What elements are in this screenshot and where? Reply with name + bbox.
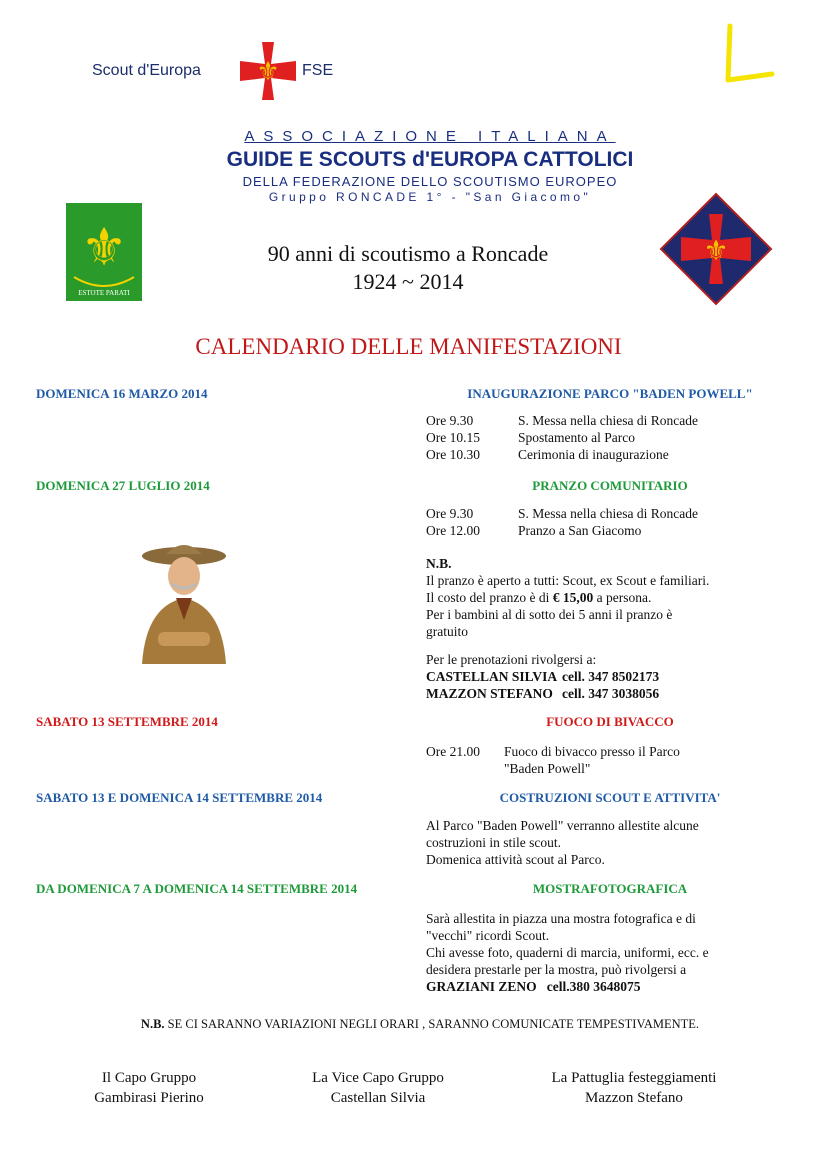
event-title: COSTRUZIONI SCOUT E ATTIVITA' xyxy=(499,790,721,805)
contact-phone: cell. 347 8502173 xyxy=(562,669,660,684)
association-line: ASSOCIAZIONE ITALIANA xyxy=(244,128,616,145)
logo-text: Scout d'Europa xyxy=(92,62,201,79)
description-line: Chi avesse foto, quaderni di marcia, uniformi, ecc. e xyxy=(426,945,709,960)
schedule-row xyxy=(426,429,698,446)
anniversary-years: 1924 ~ 2014 xyxy=(352,269,464,294)
svg-text:⚜: ⚜ xyxy=(80,218,128,278)
event-schedule xyxy=(426,743,680,777)
nb-text: a persona. xyxy=(596,590,652,605)
signature-name: Castellan Silvia xyxy=(330,1090,426,1106)
price: € 15,00 xyxy=(552,590,594,605)
anniversary-title-text: 90 anni di scoutismo a Roncade xyxy=(267,241,549,266)
schedule-time xyxy=(426,760,504,777)
baden-powell-portrait xyxy=(136,536,232,664)
marker-l-icon xyxy=(722,22,776,88)
contact-phone: cell. 347 3038056 xyxy=(562,686,660,701)
schedule-time: Ore 9.30 xyxy=(426,413,474,428)
description-line: "vecchi" ricordi Scout. xyxy=(426,928,550,943)
schedule-desc: Cerimonia di inaugurazione xyxy=(518,447,669,462)
description-line: Domenica attività scout al Parco. xyxy=(426,852,605,867)
contact-name: CASTELLAN SILVIA xyxy=(426,669,558,684)
schedule-desc: Fuoco di bivacco presso il Parco xyxy=(504,744,680,759)
event-schedule xyxy=(426,505,698,539)
signature-block xyxy=(64,1068,234,1108)
federation-line: DELLA FEDERAZIONE DELLO SCOUTISMO EUROPEO xyxy=(242,174,618,189)
schedule-row xyxy=(426,505,698,522)
signature-block xyxy=(516,1068,752,1108)
footer-note xyxy=(70,1017,770,1032)
schedule-desc: S. Messa nella chiesa di Roncade xyxy=(518,413,698,428)
group-line: Gruppo RONCADE 1° - "San Giacomo" xyxy=(268,190,592,204)
schedule-row xyxy=(426,412,698,429)
svg-text:⚜: ⚜ xyxy=(703,234,729,267)
schedule-desc: "Baden Powell" xyxy=(504,761,591,776)
contact-row xyxy=(426,978,796,995)
signature-block xyxy=(280,1068,476,1108)
contact-row xyxy=(426,668,796,685)
nb-text: Il costo del pranzo è di xyxy=(426,590,550,605)
fse-cross-logo-icon xyxy=(240,42,296,100)
event-description xyxy=(426,910,796,995)
calendar-title: CALENDARIO DELLE MANIFESTAZIONI xyxy=(195,334,622,359)
event-schedule xyxy=(426,412,698,463)
event-date: DA DOMENICA 7 A DOMENICA 14 SETTEMBRE 2014 xyxy=(36,881,358,896)
schedule-desc: S. Messa nella chiesa di Roncade xyxy=(518,506,698,521)
description-line: Sarà allestita in piazza una mostra fotografica e di xyxy=(426,911,696,926)
nb-line: Il pranzo è aperto a tutti: Scout, ex Scout e familiari. xyxy=(426,573,710,588)
description-line: costruzioni in stile scout. xyxy=(426,835,561,850)
estote-parati-badge-icon xyxy=(66,203,142,301)
schedule-time: Ore 9.30 xyxy=(426,506,474,521)
schedule-time: Ore 21.00 xyxy=(426,744,480,759)
badge-motto: ESTOTE PARATI xyxy=(78,289,130,297)
event-title: FUOCO DI BIVACCO xyxy=(546,714,674,729)
schedule-row xyxy=(426,760,680,777)
footer-note-label: N.B. xyxy=(140,1017,165,1031)
event-note xyxy=(426,555,796,702)
logo-fse: FSE xyxy=(302,62,334,79)
schedule-time: Ore 12.00 xyxy=(426,523,480,538)
nb-label: N.B. xyxy=(426,556,452,571)
schedule-time: Ore 10.15 xyxy=(426,430,480,445)
event-date: DOMENICA 16 MARZO 2014 xyxy=(36,386,208,401)
contact-name: MAZZON STEFANO xyxy=(426,686,553,701)
event-date: SABATO 13 SETTEMBRE 2014 xyxy=(36,714,218,729)
signature-role: La Pattuglia festeggiamenti xyxy=(551,1070,717,1086)
event-description xyxy=(426,817,796,868)
signature-name: Gambirasi Pierino xyxy=(94,1090,204,1106)
event-title: PRANZO COMUNITARIO xyxy=(532,478,688,493)
description-line: desidera prestarle per la mostra, può rivolgersi a xyxy=(426,962,687,977)
schedule-row xyxy=(426,743,680,760)
description-line: Al Parco "Baden Powell" verranno allestite alcune xyxy=(426,818,699,833)
signature-role: La Vice Capo Gruppo xyxy=(312,1070,444,1086)
anniversary-title xyxy=(160,240,656,296)
event-title: MOSTRAFOTOGRAFICA xyxy=(532,881,688,896)
organization-title: GUIDE E SCOUTS d'EUROPA CATTOLICI xyxy=(226,148,634,171)
nb-line: Per i bambini al di sotto dei 5 anni il pranzo è xyxy=(426,607,673,622)
signature-name: Mazzon Stefano xyxy=(585,1090,683,1106)
event-date: DOMENICA 27 LUGLIO 2014 xyxy=(36,478,210,493)
event-title: INAUGURAZIONE PARCO "BADEN POWELL" xyxy=(467,386,753,401)
schedule-desc: Spostamento al Parco xyxy=(518,430,635,445)
contact-name: GRAZIANI ZENO xyxy=(426,979,537,994)
nb-line: gratuito xyxy=(426,624,468,639)
contact-row xyxy=(426,685,796,702)
footer-note-text: SE CI SARANNO VARIAZIONI NEGLI ORARI , SARANNO COMUNICATE TEMPESTIVAMENTE. xyxy=(167,1017,700,1031)
contact-phone: cell.380 3648075 xyxy=(546,979,641,994)
nb-line xyxy=(426,589,796,606)
schedule-desc: Pranzo a San Giacomo xyxy=(518,523,642,538)
schedule-row xyxy=(426,522,698,539)
event-date: SABATO 13 E DOMENICA 14 SETTEMBRE 2014 xyxy=(36,790,323,805)
booking-intro: Per le prenotazioni rivolgersi a: xyxy=(426,652,597,667)
schedule-row xyxy=(426,446,698,463)
signature-role: Il Capo Gruppo xyxy=(101,1070,197,1086)
schedule-time: Ore 10.30 xyxy=(426,447,480,462)
fse-diamond-emblem-icon xyxy=(659,192,773,306)
svg-text:⚜: ⚜ xyxy=(256,57,280,87)
